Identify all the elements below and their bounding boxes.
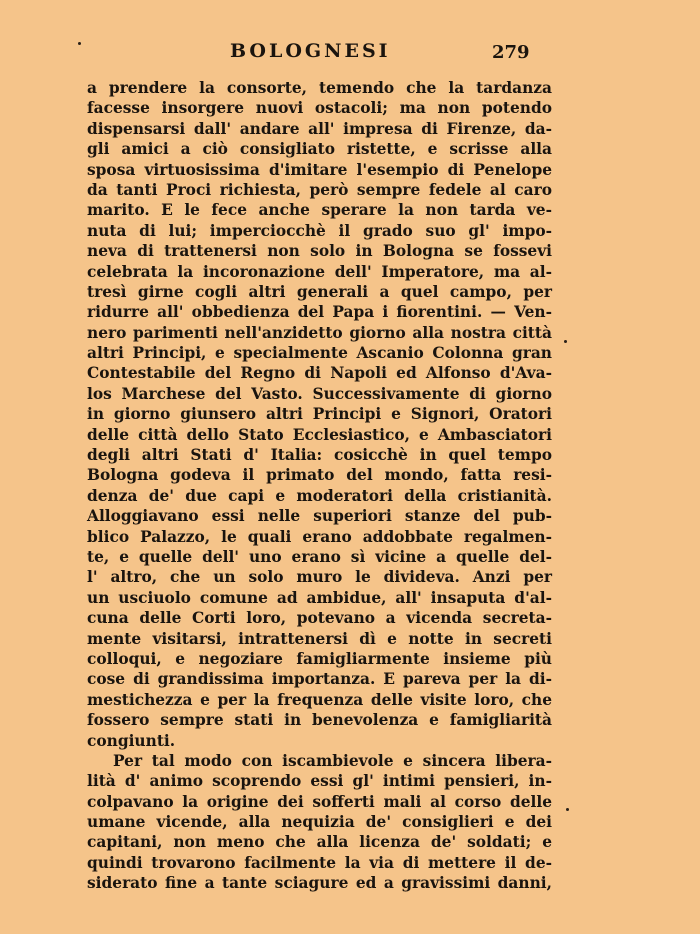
text-line: siderato fine a tante sciagure ed a gravissimi danni, — [87, 874, 552, 893]
text-line: mente visitarsi, intrattenersi dì e notte in secreti — [87, 629, 552, 648]
text-line: Contestabile del Regno di Napoli ed Alfonso d'Ava- — [87, 364, 552, 383]
text-line: cuna delle Corti loro, potevano a vicenda secreta- — [87, 609, 552, 628]
text-line: blico Palazzo, le quali erano addobbate regalmen- — [87, 527, 552, 546]
text-line: tresì girne cogli altri generali a quel campo, per — [87, 282, 552, 301]
text-line: l' altro, che un solo muro le divideva. Anzi per — [87, 568, 552, 587]
running-head — [0, 40, 700, 66]
text-line: los Marchese del Vasto. Successivamente di giorno — [87, 384, 552, 403]
text-line: da tanti Proci richiesta, però sempre fedele al caro — [87, 180, 552, 199]
text-line: fossero sempre stati in benevolenza e famigliarità — [87, 711, 552, 730]
text-line: marito. E le fece anche sperare la non tarda ve- — [87, 201, 552, 220]
page-number: 279 — [492, 42, 530, 63]
text-line: facesse insorgere nuovi ostacoli; ma non potendo — [87, 99, 552, 118]
text-line: gli amici a ciò consigliato ristette, e scrisse alla — [87, 140, 552, 159]
text-line: mestichezza e per la frequenza delle visite loro, che — [87, 690, 552, 709]
text-line: dispensarsi dall' andare all' impresa di Firenze, da- — [87, 119, 552, 138]
text-line: colpavano la origine dei sofferti mali al corso delle — [87, 792, 552, 811]
text-line: nero parimenti nell'anzidetto giorno alla nostra città — [87, 323, 552, 342]
paragraph-start-line: Per tal modo con iscambievole e sincera libera- — [113, 751, 552, 770]
text-line: delle città dello Stato Ecclesiastico, e Ambasciatori — [87, 425, 552, 444]
text-line: colloqui, e negoziare famigliarmente insieme più — [87, 649, 552, 668]
text-line: denza de' due capi e moderatori della cristianità. — [87, 486, 552, 505]
text-line: cose di grandissima importanza. E pareva per la di- — [87, 670, 552, 689]
text-line: un usciuolo comune ad ambidue, all' insaputa d'al- — [87, 588, 552, 607]
text-line: celebrata la incoronazione dell' Imperatore, ma al- — [87, 262, 552, 281]
text-line: Bologna godeva il primato del mondo, fatta resi- — [87, 466, 552, 485]
text-line: capitani, non meno che alla licenza de' soldati; e — [87, 833, 552, 852]
text-line: nuta di lui; imperciocchè il grado suo gl' impo- — [87, 221, 552, 240]
text-line: altri Principi, e specialmente Ascanio Colonna gran — [87, 344, 552, 363]
ink-speck — [78, 42, 81, 45]
ink-speck — [564, 340, 567, 343]
text-line: lità d' animo scoprendo essi gl' intimi pensieri, in- — [87, 772, 552, 791]
text-line: ridurre all' obbedienza del Papa i fiorentini. — Ven- — [87, 303, 552, 322]
text-line: quindi trovarono facilmente la via di mettere il de- — [87, 853, 552, 872]
text-line: degli altri Stati d' Italia: cosicchè in quel tempo — [87, 446, 552, 465]
text-line: sposa virtuosissima d'imitare l'esempio di Penelope — [87, 160, 552, 179]
paragraph-end-line: congiunti. — [87, 731, 176, 750]
running-title: BOLOGNESI — [230, 40, 391, 62]
text-line: neva di trattenersi non solo in Bologna se fossevi — [87, 242, 552, 261]
text-line: te, e quelle dell' uno erano sì vicine a quelle del- — [87, 547, 552, 566]
text-line: umane vicende, alla nequizia de' consiglieri e dei — [87, 813, 552, 832]
text-line: Alloggiavano essi nelle superiori stanze del pub- — [87, 507, 552, 526]
ink-speck — [566, 808, 569, 811]
body-text — [87, 78, 552, 894]
text-line: in giorno giunsero altri Principi e Signori, Oratori — [87, 405, 552, 424]
text-line: a prendere la consorte, temendo che la tardanza — [87, 79, 552, 97]
